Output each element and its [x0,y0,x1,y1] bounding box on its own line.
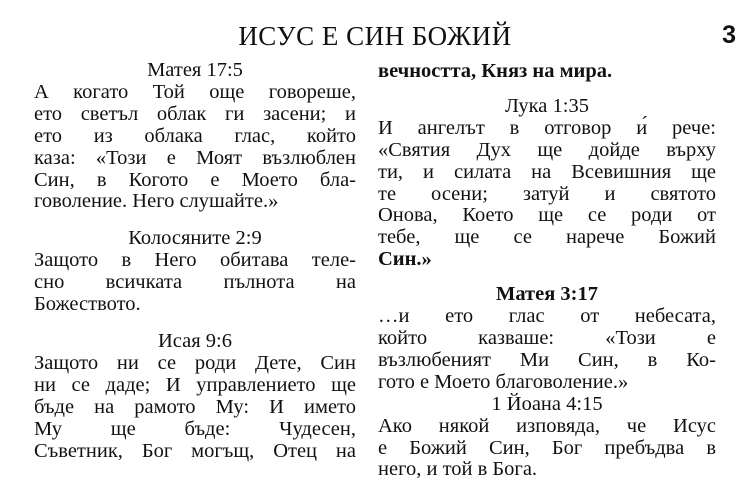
verse-text [378,306,716,394]
verse-line: Защото в Него обитава теле- [34,249,356,272]
page-number: 3 [722,21,736,49]
verse-line: Съветник, Бог могъщ, Отец на [34,439,356,462]
verse-line: Божеството. [34,293,141,316]
verse-line: ти, и силата на Всевишния ще [378,160,716,183]
verse-reference: 1 Йоана 4:15 [491,392,603,415]
verse-line: ни се даде; И управлението ще [34,373,356,396]
verse-line: който казваше: «Този е [378,326,716,349]
verse-line: е Божий Син, Бог пребъдва в [378,436,716,459]
verse-line: каза: «Този е Моят възлюблен [34,146,356,169]
verse-line: възлюбеният Ми Син, в Ко- [378,348,716,371]
continued-verse-line: вечността, Княз на мира. [378,60,613,82]
verse-line: бъде на рамото Му: И името [34,395,356,418]
page-title: ИСУС Е СИН БОЖИЙ [238,21,512,51]
verse-reference: Матея 17:5 [147,59,243,81]
verse-line: Син, в Когото е Моето бла- [34,168,356,191]
verse-line: ето из облака глас, който [34,124,356,147]
verse-line: сно всичката пълнота на [34,271,356,294]
right-column [378,61,716,481]
verse-reference: Матея 3:17 [495,283,599,306]
verse-line: И ангелът в отговор и́ рече: [378,116,716,139]
verse-line: те осени; затуй и святото [378,182,716,205]
verse-text [34,82,356,213]
verse-line: «Святия Дух ще дойде върху [378,138,716,161]
verse-line: говоление. Него слушайте.» [34,190,279,213]
verse-reference: Лука 1:35 [505,94,589,117]
verse-line: А когато Той още говореше, [34,80,356,103]
verse-line: Син.» [378,248,432,271]
verse-line: него, и той в Бога. [378,458,538,481]
verse-line: тебе, ще се нарече Божий [378,226,716,249]
verse-line: …и ето глас от небесата, [378,305,716,328]
verse-line: Онова, Което ще се роди от [378,204,716,227]
verse-reference: Колосяните 2:9 [128,227,262,250]
verse-reference: Исая 9:6 [157,329,232,352]
verse-text [34,250,356,316]
verse-line: Защото ни се роди Дете, Син [34,351,356,374]
verse-text [378,118,716,271]
verse-text [378,416,716,481]
verse-line: Ако някой изповяда, че Исус [378,414,716,437]
verse-text [34,353,356,463]
verse-line: гото е Моето благоволение.» [378,370,629,393]
verse-line: Му ще бъде: Чудесен, [34,417,356,440]
verse-line: ето светъл облак ги засени; и [34,102,356,125]
left-column [34,60,356,462]
